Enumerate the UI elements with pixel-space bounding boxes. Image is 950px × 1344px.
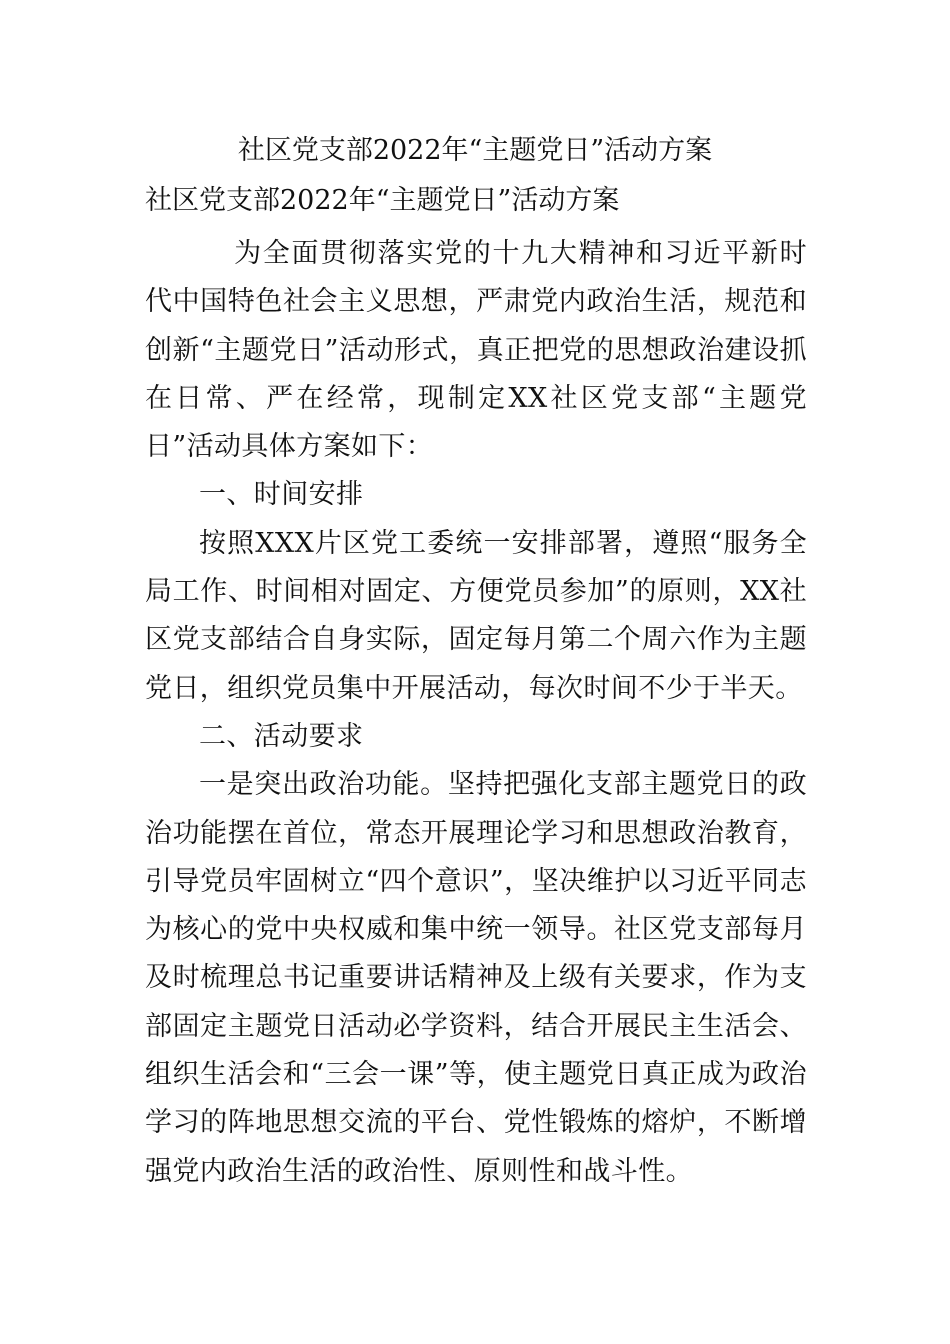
document-subtitle: 社区党支部2022年“主题党日”活动方案 — [145, 185, 620, 216]
document-title: 社区党支部2022年“主题党日”活动方案 — [237, 135, 713, 166]
requirements-paragraph: 一是突出政治功能。坚持把强化支部主题党日的政治功能摆在首位，常态开展理论学习和思想政治教育，引导党员牢固树立“四个意识”，坚决维护以习近平同志为核心的党中央权威和集中统一领导。社区党支部每月及时梳理总书记重要讲话精神及上级有关要求，作为支部固定主题党日活动必学资料，结合开展民主生活会、组织生活会和“三会一课”等，使主题党日真正成为政治学习的阵地思想交流的平台、党性锻炼的熔炉，不断增强党内政治生活的政治性、原则性和战斗性。 — [145, 769, 807, 1187]
section-heading-schedule: 一、时间安排 — [199, 479, 364, 511]
document-body — [145, 230, 807, 1196]
intro-paragraph: 为全面贯彻落实党的十九大精神和习近平新时代中国特色社会主义思想，严肃党内政治生活，规范和创新“主题党日”活动形式，真正把党的思想政治建设抓在日常、严在经常，现制定XX社区党支部“主题党日”活动具体方案如下： — [145, 238, 807, 463]
section-heading-requirements: 二、活动要求 — [199, 720, 364, 752]
schedule-paragraph: 按照XXX片区党工委统一安排部署，遵照“服务全局工作、时间相对固定、方便党员参加”的原则，XX社区党支部结合自身实际，固定每月第二个周六作为主题党日，组织党员集中开展活动，每次时间不少于半天。 — [145, 527, 807, 704]
